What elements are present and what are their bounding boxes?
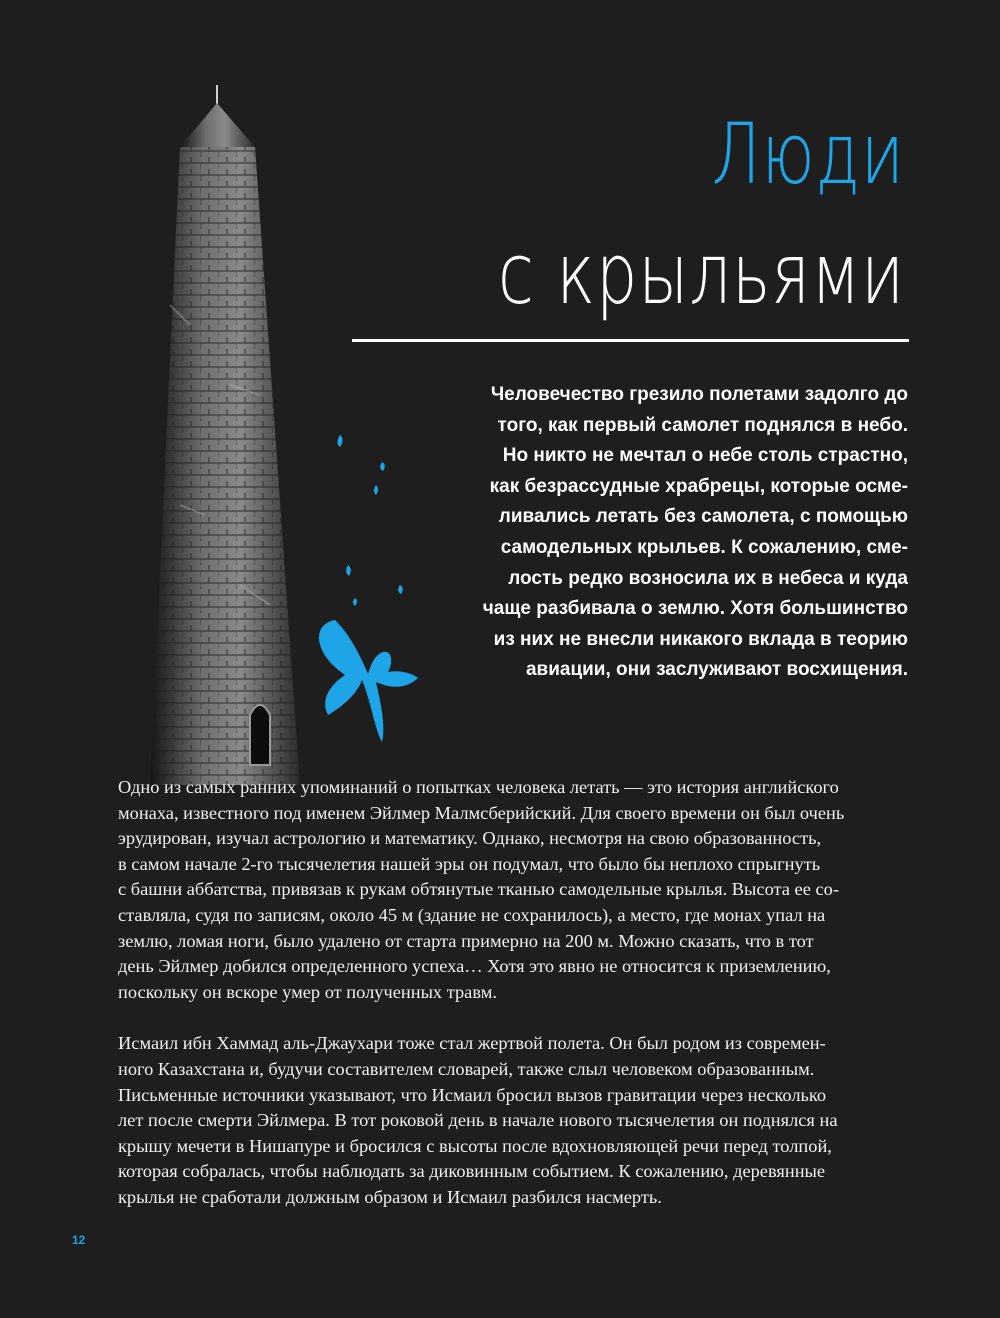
page-title-line-2: с крыльями	[497, 225, 905, 323]
lead-paragraph	[478, 380, 908, 686]
body-line: эрудирован, изучал астрологию и математику. Однако, несмотря на свою образованность,	[118, 828, 822, 849]
body-line: землю, ломая ноги, было удалено от старта примерно на 200 м. Можно сказать, что в тот	[118, 930, 814, 951]
body-line: ставляла, судя по записям, около 45 м (здание не сохранилось), а место, где монах упал на	[118, 904, 826, 925]
lead-line: ливались летать без самолета, с помощью	[498, 506, 908, 528]
body-line: поскольку он вскоре умер от полученных травм.	[118, 981, 497, 1002]
body-line: Исмаил ибн Хаммад аль-Джаухари тоже стал жертвой полета. Он был родом из современ-	[118, 1033, 826, 1054]
body-paragraph-1	[118, 775, 918, 1005]
body-line: Письменные источники указывают, что Исмаил бросил вызов гравитации через несколько	[118, 1084, 827, 1105]
lead-line: лость редко возносила их в небеса и куда	[508, 567, 908, 589]
lead-line: чаще разбивала о землю. Хотя большинство	[482, 598, 908, 620]
body-line: монаха, известного под именем Эйлмер Малмсберийский. Для своего времени он был очень	[118, 802, 845, 823]
body-line: в самом начале 2-го тысячелетия нашей эры он подумал, что было бы неплохо спрыгнуть	[118, 853, 821, 874]
body-text	[118, 775, 918, 1237]
body-line: крылья не сработали должным образом и Исмаил разбился насмерть.	[118, 1186, 662, 1207]
page-number: 12	[72, 1233, 86, 1247]
lead-line: из них не внесли никакого вклада в теорию	[493, 628, 908, 650]
page-title-line-1: Люди	[711, 105, 905, 203]
lead-line: самодельных крыльев. К сожалению, сме-	[500, 536, 908, 558]
body-line: день Эйлмер добился определенного успеха… Хотя это явно не относится к приземлению,	[118, 956, 831, 977]
body-line: Одно из самых ранних упоминаний о попытках человека летать — это история английского	[118, 777, 839, 797]
body-line: с башни аббатства, привязав к рукам обтянутые тканью самодельные крылья. Высота ее со-	[118, 879, 839, 900]
title-divider	[352, 339, 909, 342]
lead-line: Но никто не мечтал о небе столь страстно,	[502, 445, 908, 467]
body-line: ного Казахстана и, будучи составителем словарей, также слыл человеком образованным.	[118, 1058, 815, 1079]
lead-line: авиации, они заслуживают восхищения.	[525, 659, 908, 681]
lead-line: Человечество грезило полетами задолго до	[490, 384, 908, 405]
body-paragraph-2	[118, 1031, 918, 1210]
winged-man-illustration	[300, 430, 430, 750]
body-line: которая собралась, чтобы наблюдать за диковинным событием. К сожалению, деревянные	[118, 1161, 826, 1182]
lead-line: как безрассудные храбрецы, которые осме-	[489, 475, 908, 497]
body-line: лет после смерти Эйлмера. В тот роковой день в начале нового тысячелетия он поднялся на	[118, 1110, 838, 1131]
body-line: крышу мечети в Нишапуре и бросился с высоты после вдохновляющей речи перед толпой,	[118, 1135, 832, 1156]
lead-line: того, как первый самолет поднялся в небо.	[497, 414, 908, 436]
